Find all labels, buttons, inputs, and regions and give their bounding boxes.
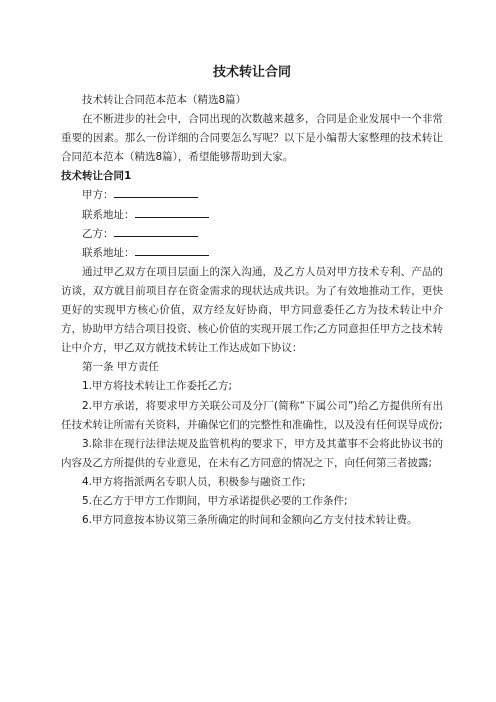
list-item: 1.甲方将技术转让工作委托乙方;: [82, 380, 233, 393]
article-heading: 第一条 甲方责任: [82, 361, 159, 374]
section-heading: 技术转让合同1: [61, 170, 132, 183]
party-b-address-field: [61, 244, 443, 263]
party-b-field: [61, 225, 443, 244]
party-b-label: 乙方：: [82, 227, 114, 240]
party-a-blank: [114, 186, 198, 198]
party-b-address-label: 联系地址：: [82, 246, 135, 259]
list-item: 6.甲方同意按本协议第三条所确定的时间和金额向乙方支付技术转让费。: [82, 514, 418, 527]
party-a-address-label: 联系地址：: [82, 208, 135, 221]
list-item: 3.除非在现行法律法规及监管机构的要求下，甲方及其董事不会将此协议书的内容及乙方所提供的专业意见，在未有乙方同意的情况之下，向任何第三者披露;: [61, 437, 443, 469]
party-b-blank: [114, 225, 198, 237]
list-item: 2.甲方承诺，将要求甲方关联公司及分厂(简称“下属公司”)给乙方提供所有出任技术转让所需有关资料，并确保它们的完整性和准确性，以及没有任何误导成份;: [61, 399, 443, 431]
document-subtitle: 技术转让合同范本范本（精选8篇）: [82, 94, 247, 106]
party-a-label: 甲方：: [82, 189, 114, 202]
intro-paragraph: 在不断进步的社会中，合同出现的次数越来越多，合同是企业发展中一个非常重要的因素。那么一份详细的合同要怎么写呢？以下是小编帮大家整理的技术转让合同范本范本（精选8篇），希望能够帮助到大家。: [61, 113, 443, 164]
party-a-address-field: [61, 206, 443, 225]
document-title: 技术转让合同: [212, 65, 291, 80]
body-paragraph: 通过甲乙双方在项目层面上的深入沟通，及乙方人员对甲方技术专利、产品的访谈，双方就目前项目存在资金需求的现状达成共识。为了有效地推动工作，更快更好的实现甲方核心价值，双方经友好协商，甲方同意委任乙方为技术转让中介方，协助甲方结合项目投资、核心价值的实现开展工作;乙方同意担任甲方之技术转让中介方，甲乙双方就技术转让工作达成如下协议：: [61, 265, 443, 355]
list-item: 4.甲方将指派两名专职人员，积极参与融资工作;: [82, 475, 306, 488]
party-b-address-blank: [135, 244, 209, 256]
party-a-field: [61, 186, 443, 205]
list-item: 5.在乙方于甲方工作期间，甲方承诺提供必要的工作条件;: [82, 494, 348, 507]
party-a-address-blank: [135, 206, 209, 218]
